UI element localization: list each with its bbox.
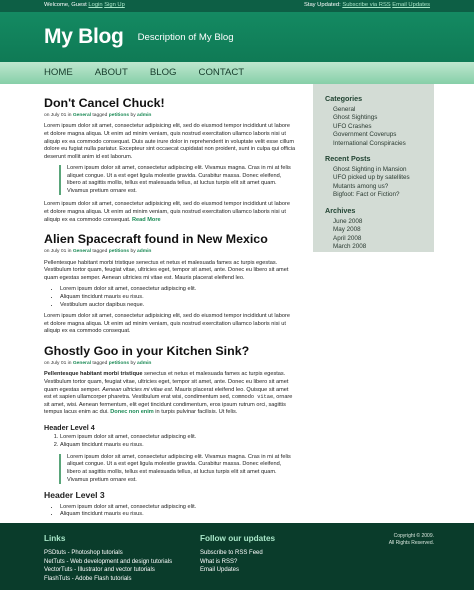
meta-tagged: tagged <box>92 248 108 254</box>
archives-heading: Archives <box>325 205 356 215</box>
meta-tagged: tagged <box>92 112 108 118</box>
footer-links <box>44 533 172 583</box>
recent-post-link[interactable]: Mutants among us? <box>333 182 389 190</box>
paragraph-text: senectus et netus et malesuada fames ac turpis egestas. Vestibulum tortor quam, feugiat vitae, ultricies eget, tempor sit amet, ante. Donec eu libero sit amet quam egestas semper. <box>44 371 289 393</box>
tag-link[interactable]: petitions <box>108 112 130 118</box>
nav-home[interactable]: HOME <box>44 66 73 78</box>
category-link[interactable]: General <box>72 248 92 254</box>
footer-link-vectortuts[interactable]: VectorTuts - Illustrator and vector tutorials <box>44 567 155 574</box>
italic-text: Aenean ultricies mi vitae est. <box>102 386 174 393</box>
copyright-text: Copyright © 2009. <box>393 533 434 539</box>
inline-code: commodo vitae <box>231 394 274 401</box>
main-nav <box>0 62 474 84</box>
subscribe-rss-link[interactable]: Subscribe via RSS <box>342 2 391 9</box>
archive-link[interactable]: June 2008 <box>333 217 363 225</box>
sidebar-item-ghost-sightings[interactable]: Ghost Sightings <box>333 114 378 122</box>
signup-link[interactable]: Sign Up <box>104 2 125 9</box>
site-description: Description of My Blog <box>137 32 234 44</box>
footer-follow-heading: Follow our updates <box>200 534 276 543</box>
tag-link[interactable]: petitions <box>108 248 130 254</box>
welcome-text: Welcome, Guest <box>44 2 87 9</box>
content-wrap <box>0 84 474 523</box>
meta-by: by <box>130 112 136 118</box>
post-meta <box>44 113 296 120</box>
sidebar-item-international-conspiracies[interactable]: International Conspiracies <box>333 139 406 147</box>
post-quote: Lorem ipsum dolor sit amet, consectetur adipiscing elit. Vivamus magna. Cras in mi at felis aliquet congue. Ut a est eget ligula molestie gravida. Curabitur massa. Donec eleifend, libero at sagittis mollis, tellus est malesuada tellus, at luctus turpis elit sit amet quam. Vivamus pretium ornare est. <box>59 165 296 195</box>
footer-subscribe-rss[interactable]: Subscribe to RSS Feed <box>200 550 263 557</box>
footer-link-psdtuts[interactable]: PSDtuts - Photoshop tutorials <box>44 550 123 557</box>
post-paragraph <box>44 371 296 416</box>
login-link[interactable]: Login <box>88 2 103 9</box>
post <box>44 232 296 336</box>
list-item: • Aliquam tincidunt mauris eu risus. <box>60 511 296 519</box>
post-meta <box>44 361 296 368</box>
meta-by: by <box>130 248 136 254</box>
list-item: 1. Lorem ipsum dolor sit amet, consectetur adipiscing elit. <box>60 434 296 442</box>
paragraph-text: in turpis pulvinar facilisis. Ut felis. <box>153 409 238 416</box>
sidebar <box>313 84 434 252</box>
site-title[interactable]: My Blog <box>44 24 124 48</box>
recent-posts-list <box>325 166 422 200</box>
read-more-link[interactable]: Read More <box>132 216 161 223</box>
post-title[interactable]: Ghostly Goo in your Kitchen Sink? <box>44 343 250 358</box>
meta-date: on July 01 in <box>44 112 72 118</box>
post-paragraph: Lorem ipsum dolor sit amet, consectetur adipisicing elit, sed do eiusmod tempor incididunt ut labore et dolore magna aliqua. Ut enim ad minim veniam, quis nostrud exercitation ullamco laboris nisi ut aliquip ex ea commodo consequat. <box>44 313 290 335</box>
author-link[interactable]: admin <box>137 112 152 118</box>
categories-list <box>325 106 422 149</box>
ordered-list <box>60 434 296 449</box>
author-link[interactable]: admin <box>137 360 152 366</box>
recent-post-link[interactable]: Ghost Sighting in Mansion <box>333 165 407 173</box>
main-content <box>44 96 296 547</box>
header-level-3: Header Level 3 <box>44 490 105 501</box>
inline-link[interactable]: Donec non enim <box>110 409 154 416</box>
recent-post-link[interactable]: Bigfoot: Fact or Fiction? <box>333 191 400 199</box>
recent-post-link[interactable]: UFO picked up by satellites <box>333 174 410 182</box>
paragraph-text: Mauris placerat eleifend leo. Quisque sit amet est et sapien ullamcorper pharetra. Vestibulum erat wisi, condimentum sed, <box>44 386 289 401</box>
meta-tagged: tagged <box>92 360 108 366</box>
bullet-list <box>60 504 296 519</box>
email-updates-link[interactable]: Email Updates <box>392 2 430 9</box>
footer-link-flashtuts[interactable]: FlashTuts - Adobe Flash tutorials <box>44 575 132 582</box>
author-link[interactable]: admin <box>137 248 152 254</box>
sidebar-item-government-coverups[interactable]: Government Coverups <box>333 131 397 139</box>
account-links <box>44 2 125 10</box>
post-paragraph: Pellentesque habitant morbi tristique senectus et netus et malesuada fames ac turpis egestas. Vestibulum tortor quam, feugiat vitae, ultricies eget, tempor sit amet, ante. Donec eu libero sit amet quam egestas semper. Aenean ultricies mi vitae est. Mauris placerat eleifend leo. <box>44 259 289 281</box>
archive-link[interactable]: March 2008 <box>333 243 367 251</box>
categories-heading: Categories <box>325 94 363 103</box>
archives-list <box>325 218 422 252</box>
meta-date: on July 01 in <box>44 248 72 254</box>
list-item: • Aliquam tincidunt mauris eu risus. <box>60 294 296 302</box>
sidebar-item-ufo-crashes[interactable]: UFO Crashes <box>333 122 372 130</box>
footer-follow <box>200 533 275 575</box>
archive-link[interactable]: April 2008 <box>333 234 362 242</box>
footer-what-is-rss[interactable]: What is RSS? <box>200 558 238 565</box>
paragraph-text: , ornare sit amet, wisi. Aenean fermentum, elit eget tincidunt condimentum, eros ipsum rutrum orci, sagittis tempus lacus enim ac dui. <box>44 394 293 416</box>
bullet-list <box>60 286 296 309</box>
top-bar <box>0 0 474 12</box>
nav-blog[interactable]: BLOG <box>149 66 177 78</box>
category-link[interactable]: General <box>72 112 92 118</box>
stay-updated <box>304 2 430 10</box>
footer-links-heading: Links <box>44 534 66 543</box>
post-paragraph <box>44 201 296 224</box>
post-paragraph: Lorem ipsum dolor sit amet, consectetur adipisicing elit, sed do eiusmod tempor incididunt ut labore et dolore magna aliqua. Ut enim ad minim veniam, quis nostrud exercitation ullamco laboris nisi ut aliquip ex ea commodo consequat. Duis aute irure dolor in reprehenderit in voluptate velit esse cillum dolore eu fugiat nulla pariatur. Excepteur sint occaecat cupidatat non proident, sunt in culpa qui officia deserunt mollit anim id est laborum. <box>44 123 296 160</box>
header-level-4: Header Level 4 <box>44 422 95 432</box>
post <box>44 96 296 224</box>
post-quote: Lorem ipsum dolor sit amet, consectetur adipiscing elit. Vivamus magna. Cras in mi at felis aliquet congue. Ut a est eget ligula molestie gravida. Curabitur massa. Donec eleifend, libero at sagittis mollis, tellus est malesuada tellus, at luctus turpis elit sit amet quam. Vivamus pretium ornare est. <box>59 454 296 484</box>
site-header <box>0 12 474 62</box>
site-footer <box>0 523 474 590</box>
post-title[interactable]: Don't Cancel Chuck! <box>44 96 165 110</box>
stay-updated-label: Stay Updated: <box>303 2 341 9</box>
post-title[interactable]: Alien Spacecraft found in New Mexico <box>44 232 268 247</box>
list-item: 2. Aliquam tincidunt mauris eu risus. <box>60 442 296 450</box>
meta-date: on July 01 in <box>44 360 72 366</box>
meta-by: by <box>130 360 136 366</box>
post <box>44 344 296 539</box>
paragraph-text: Lorem ipsum dolor sit amet, consectetur adipisicing elit, sed do eiusmod tempor incididunt ut labore et dolore magna aliqua. Ut enim ad minim veniam, quis nostrud exercitation ullamco laboris nisi ut aliquip ex ea commodo consequat. <box>44 201 290 223</box>
footer-link-nettuts[interactable]: NetTuts - Web development and design tutorials <box>44 558 173 565</box>
list-item: • Lorem ipsum dolor sit amet, consectetur adipiscing elit. <box>60 286 296 294</box>
rights-text: All Rights Reserved. <box>388 539 434 546</box>
post-meta <box>44 249 296 256</box>
nav-contact[interactable]: CONTACT <box>198 66 245 78</box>
sidebar-item-general[interactable]: General <box>333 105 356 113</box>
archive-link[interactable]: May 2008 <box>333 226 361 234</box>
nav-about[interactable]: ABOUT <box>94 66 128 78</box>
tag-link[interactable]: petitions <box>108 360 130 366</box>
recent-posts-heading: Recent Posts <box>325 154 371 164</box>
list-item: • Vestibulum auctor dapibus neque. <box>60 302 296 310</box>
bold-text: Pellentesque habitant morbi tristique <box>44 371 143 378</box>
footer-email-updates[interactable]: Email Updates <box>200 567 240 574</box>
category-link[interactable]: General <box>72 360 92 366</box>
list-item: • Lorem ipsum dolor sit amet, consectetur adipiscing elit. <box>60 504 296 512</box>
copyright <box>389 533 434 546</box>
